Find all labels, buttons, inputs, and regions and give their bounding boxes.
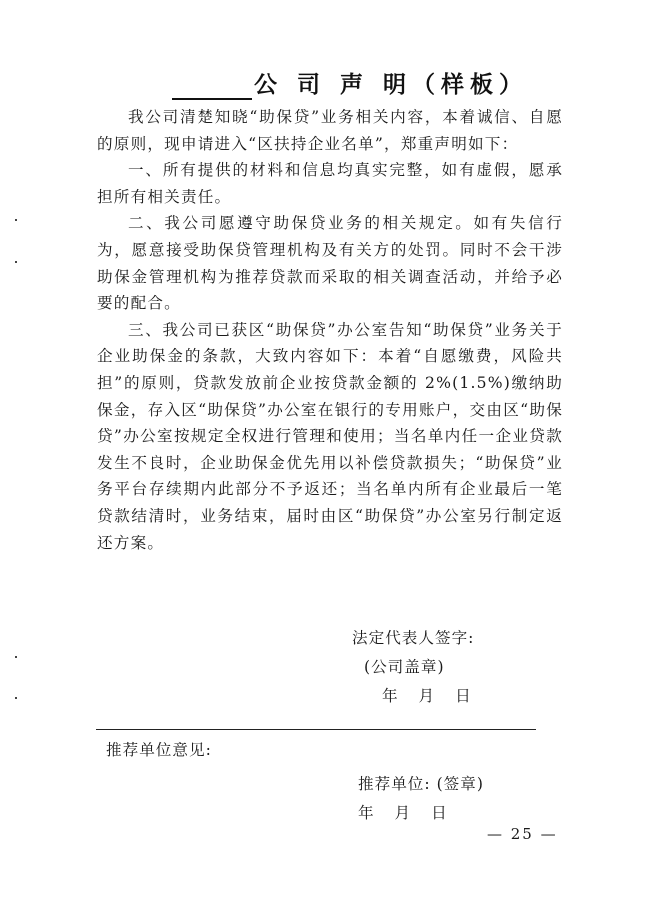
recommendation-opinion-label: 推荐单位意见:: [106, 741, 212, 759]
legal-rep-signature-label: 法定代表人签字:: [352, 629, 475, 647]
margin-mark: [15, 697, 17, 699]
clause-2: 二、我公司愿遵守助保贷业务的相关规定。如有失信行为，愿意接受助保贷管理机构及有关方的处罚。同时不会干涉助保金管理机构为推荐贷款而采取的相关调查活动，并给予必要的配合。: [97, 214, 563, 313]
recommender-date-label: 年 月 日: [358, 804, 448, 822]
recommender-signature-block: [358, 770, 484, 828]
document-title: 公 司 声 明（样板）: [254, 72, 529, 98]
margin-mark: [15, 656, 17, 658]
company-date-label: 年 月 日: [382, 687, 472, 705]
company-name-blank: [172, 70, 252, 100]
clause-1: 一、所有提供的材料和信息均真实完整，如有虚假，愿承担所有相关责任。: [97, 161, 563, 206]
document-title-row: [172, 66, 528, 100]
margin-mark: [15, 261, 17, 263]
company-seal-label: (公司盖章): [364, 658, 445, 676]
recommender-seal-label: 推荐单位: (签章): [358, 775, 484, 793]
margin-mark: [15, 219, 17, 221]
clause-3: 三、我公司已获区“助保贷”办公室告知“助保贷”业务关于企业助保金的条款，大致内容如下：本着“自愿缴费，风险共担”的原则，贷款发放前企业按贷款金额的 2%(1.5%)缴纳助保金，存入区“助保贷”办公室在银行的专用账户，交由区“助保贷”办公室按规定全权进行管理和使用；当名单内任一企业贷款发生不良时，企业助保金优先用以补偿贷款损失；“助保贷”业务平台存续期内此部分不予返还；当名单内所有企业最后一笔贷款结清时，业务结束，届时由区“助保贷”办公室另行制定返还方案。: [97, 320, 563, 552]
company-signature-block: [352, 624, 474, 711]
declaration-body: [97, 104, 563, 556]
intro-paragraph: 我公司清楚知晓“助保贷”业务相关内容，本着诚信、自愿的原则，现申请进入“区扶持企业名单”，郑重声明如下：: [97, 108, 563, 153]
section-divider: [96, 729, 536, 730]
page-number: — 25 —: [487, 825, 558, 843]
